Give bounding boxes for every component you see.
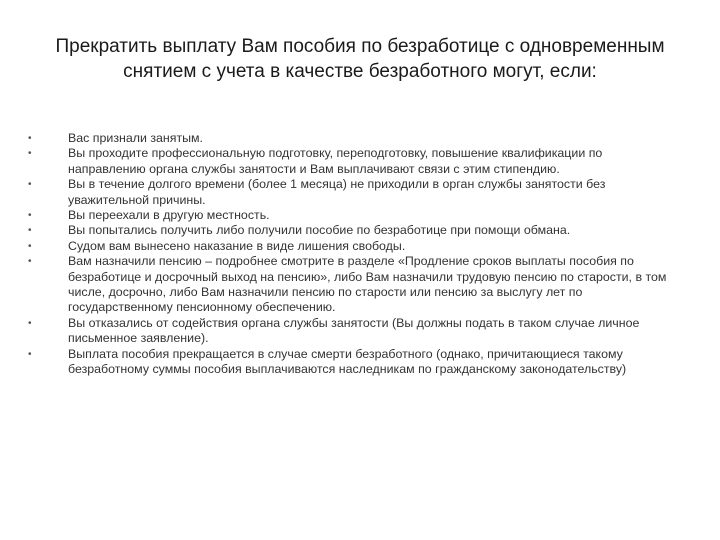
list-item <box>28 347 678 378</box>
list-item <box>28 177 678 208</box>
bullet-icon: • <box>28 317 32 329</box>
list-item-text: Судом вам вынесено наказание в виде лишения свободы. <box>68 238 406 253</box>
condition-list <box>28 131 678 378</box>
bullet-icon: • <box>28 348 32 360</box>
slide-title: Прекратить выплату Вам пособия по безработице с одновременным снятием с учета в качестве безработного могут, если: <box>55 36 665 82</box>
bullet-icon: • <box>28 210 32 222</box>
list-item <box>28 131 678 146</box>
list-item <box>28 208 678 223</box>
list-item-text: Вы проходите профессиональную подготовку, переподготовку, повышение квалификации по направлению органа службы занятости и Вам выплачивают связи с этим стипендию. <box>68 146 603 176</box>
list-item-text: Вы попытались получить либо получили пособие по безработице при помощи обмана. <box>68 223 571 238</box>
list-item-text: Вы отказались от содействия органа службы занятости (Вы должны подать в таком случае личное письменное заявление). <box>68 315 640 346</box>
list-item-text: Выплата пособия прекращается в случае смерти безработного (однако, причитающиеся такому безработному суммы пособия выплачиваются наследникам по гражданскому законодательству) <box>68 346 627 377</box>
list-item-text: Вы в течение долгого времени (более 1 месяца) не приходили в орган службы занятости без уважительной причины. <box>68 177 606 207</box>
bullet-icon: • <box>28 133 32 144</box>
list-item-text: Вы переехали в другую местность. <box>68 208 270 223</box>
list-item <box>28 146 678 177</box>
list-item-text: Вас признали занятым. <box>68 131 203 145</box>
list-item <box>28 223 678 238</box>
bullet-icon: • <box>28 256 32 268</box>
list-item <box>28 316 678 347</box>
bullet-icon: • <box>28 240 32 252</box>
bullet-icon: • <box>28 225 32 237</box>
list-item <box>28 254 678 316</box>
list-item-text: Вам назначили пенсию – подробнее смотрите в разделе «Продление сроков выплаты пособия по безработице и досрочный выход на пенсию», либо Вам назначили трудовую пенсию по старости, в том числе, досрочно, либо Вам назначили пенсию по старости или пенсию за выслугу лет по государственному пенсионному обеспечению. <box>68 254 667 315</box>
bullet-icon: • <box>28 148 32 160</box>
list-item <box>28 239 678 254</box>
bullet-icon: • <box>28 179 32 191</box>
